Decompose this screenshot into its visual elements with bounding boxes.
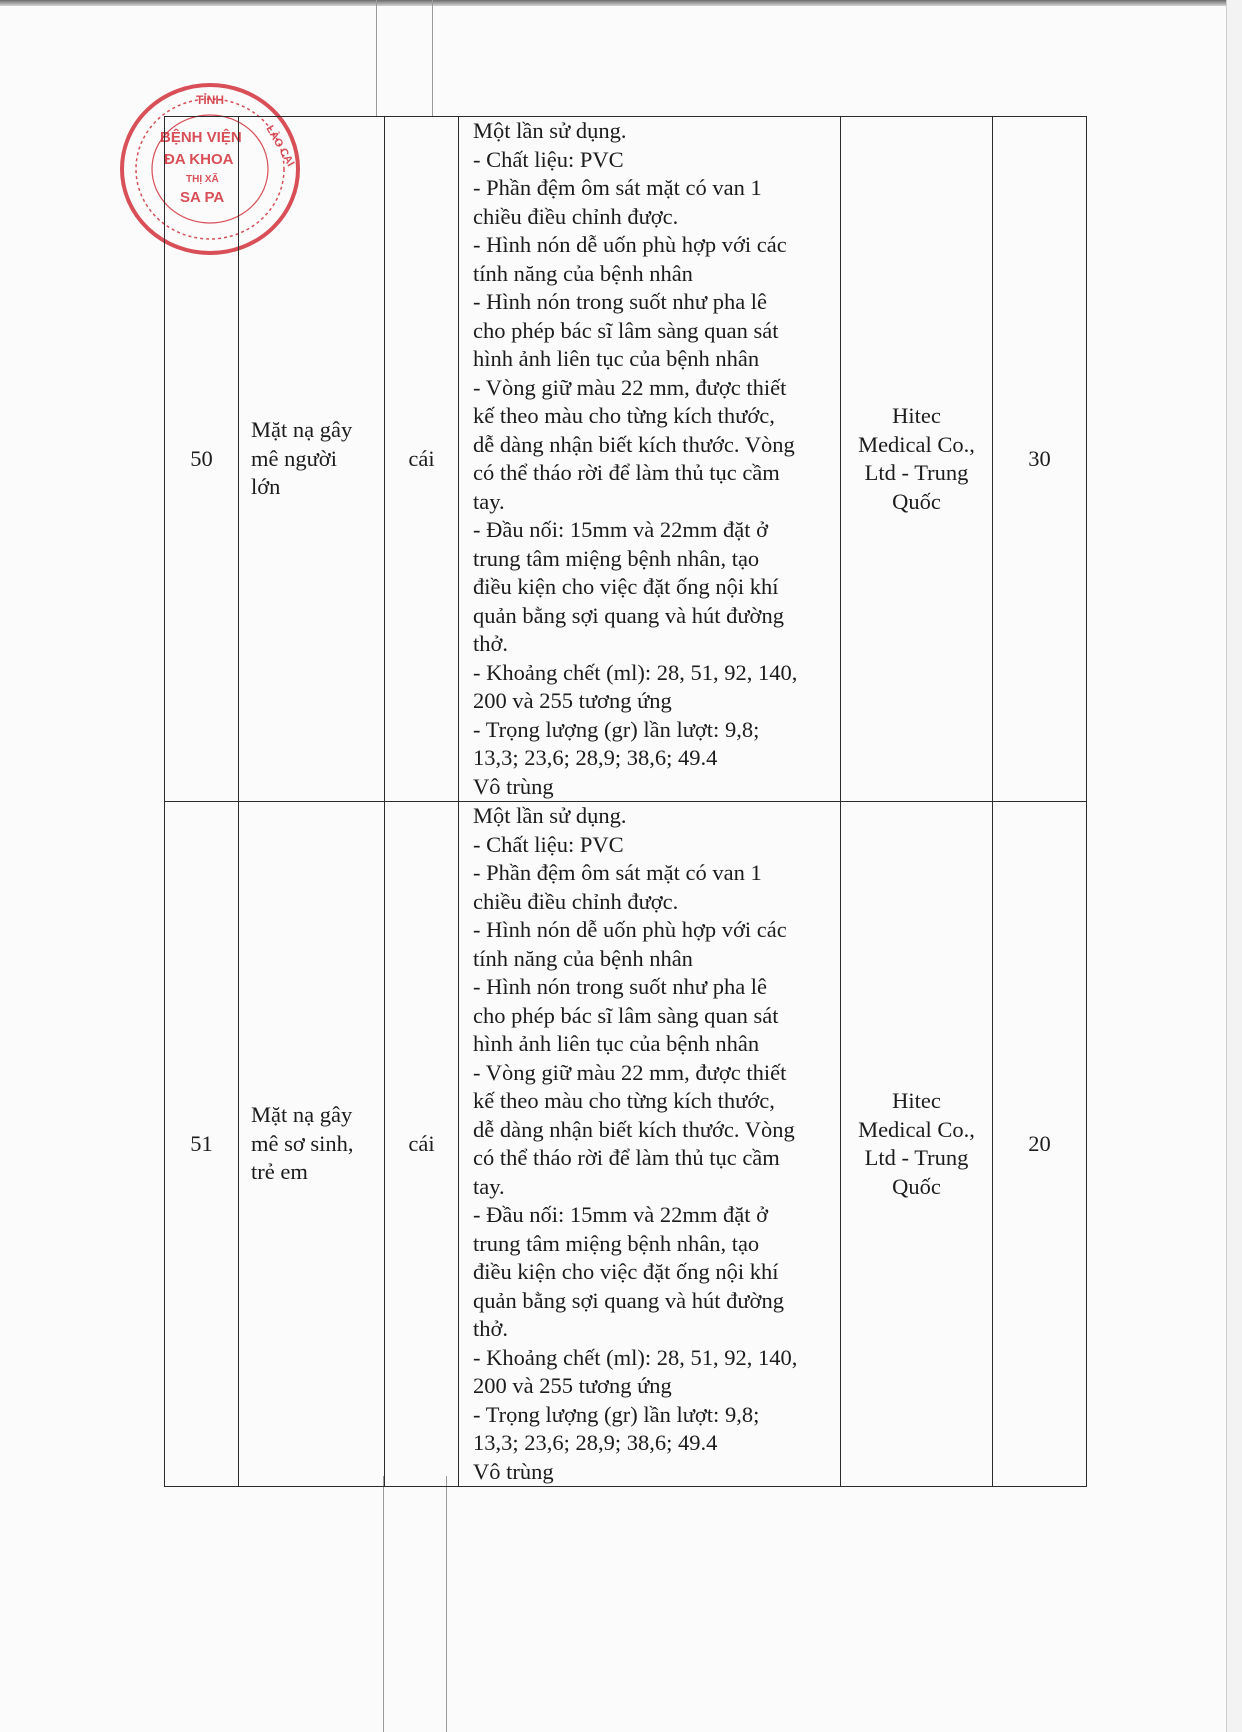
spec-line: kế theo màu cho từng kích thước, bbox=[473, 403, 775, 428]
spec-line: hình ảnh liên tục của bệnh nhân bbox=[473, 1031, 760, 1056]
spec-line: quản bằng sợi quang và hút đường bbox=[473, 602, 784, 628]
spec-line: Một lần sử dụng. bbox=[473, 803, 627, 828]
stamp-line-2: ĐA KHOA bbox=[164, 151, 234, 168]
stamp-line-1: BỆNH VIỆN bbox=[160, 129, 242, 146]
spec-line: - Chất liệu: PVC bbox=[473, 831, 624, 857]
stamp-top-text: TỈNH bbox=[196, 93, 224, 107]
spec-line: điều kiện cho việc đặt ống nội khí bbox=[473, 1259, 779, 1284]
spec-line: dễ dàng nhận biết kích thước. Vòng bbox=[473, 431, 795, 457]
quantity: 30 bbox=[993, 117, 1087, 802]
item-name-line: trẻ em bbox=[251, 1159, 308, 1185]
manufacturer-line: Quốc bbox=[892, 1173, 941, 1199]
scan-column-line bbox=[446, 1476, 447, 1732]
spec-line: trung tâm miệng bệnh nhân, tạo bbox=[473, 1230, 760, 1256]
manufacturer-line: Quốc bbox=[892, 488, 941, 514]
manufacturer-line: Ltd - Trung bbox=[864, 1145, 969, 1170]
spec-line: cho phép bác sĩ lâm sàng quan sát bbox=[473, 1002, 779, 1028]
spec-line: dễ dàng nhận biết kích thước. Vòng bbox=[473, 1116, 795, 1142]
spec-line: - Chất liệu: PVC bbox=[473, 146, 624, 172]
manufacturer-line: Hitec bbox=[892, 1088, 941, 1113]
item-name bbox=[239, 117, 385, 802]
spec-line: hình ảnh liên tục của bệnh nhân bbox=[473, 346, 760, 371]
spec-line: - Trọng lượng (gr) lần lượt: 9,8; bbox=[473, 1401, 760, 1427]
spec-line: kế theo màu cho từng kích thước, bbox=[473, 1088, 775, 1113]
spec-line: có thể tháo rời để làm thủ tục cầm bbox=[473, 460, 780, 485]
item-name-line: mê sơ sinh, bbox=[251, 1130, 354, 1156]
spec-line: - Hình nón dễ uốn phù hợp với các bbox=[473, 232, 787, 257]
item-unit: cái bbox=[385, 117, 459, 802]
spec-line: thở. bbox=[473, 631, 509, 656]
item-name bbox=[239, 802, 385, 1487]
manufacturer bbox=[841, 117, 993, 802]
item-name-line: mê người bbox=[251, 445, 337, 471]
item-unit: cái bbox=[385, 802, 459, 1487]
spec-line: 13,3; 23,6; 28,9; 38,6; 49.4 bbox=[473, 1430, 718, 1455]
stamp-line-3: THỊ XÃ bbox=[186, 174, 219, 185]
spec-line: - Vòng giữ màu 22 mm, được thiết bbox=[473, 1059, 787, 1085]
item-specification bbox=[459, 117, 841, 802]
spec-line: Vô trùng bbox=[473, 1458, 554, 1484]
manufacturer-line: Hitec bbox=[892, 403, 941, 428]
spec-line: có thể tháo rời để làm thủ tục cầm bbox=[473, 1145, 780, 1170]
scan-column-line bbox=[376, 0, 377, 116]
spec-line: tay. bbox=[473, 1173, 505, 1199]
scan-column-line bbox=[383, 1476, 384, 1732]
spec-line: thở. bbox=[473, 1316, 509, 1341]
spec-line: - Phần đệm ôm sát mặt có van 1 bbox=[473, 860, 762, 885]
item-name-line: lớn bbox=[251, 474, 281, 500]
manufacturer bbox=[841, 802, 993, 1487]
item-specification bbox=[459, 802, 841, 1487]
spec-line: Vô trùng bbox=[473, 773, 554, 799]
spec-line: - Khoảng chết (ml): 28, 51, 92, 140, bbox=[473, 659, 798, 685]
scan-column-line bbox=[432, 0, 433, 116]
item-name-line: Mặt nạ gây bbox=[251, 417, 353, 443]
spec-line: trung tâm miệng bệnh nhân, tạo bbox=[473, 545, 760, 571]
stamp-right-text: LÀO CAI bbox=[263, 123, 297, 169]
spec-line: 13,3; 23,6; 28,9; 38,6; 49.4 bbox=[473, 745, 718, 770]
spec-line: quản bằng sợi quang và hút đường bbox=[473, 1287, 784, 1313]
manufacturer-line: Medical Co., bbox=[858, 1116, 975, 1142]
spec-line: - Khoảng chết (ml): 28, 51, 92, 140, bbox=[473, 1344, 798, 1370]
spec-line: - Hình nón trong suốt như pha lê bbox=[473, 289, 768, 314]
row-number: 50 bbox=[165, 117, 239, 802]
spec-line: - Vòng giữ màu 22 mm, được thiết bbox=[473, 374, 787, 400]
table-row bbox=[165, 117, 1087, 802]
table-row bbox=[165, 802, 1087, 1487]
spec-line: - Đầu nối: 15mm và 22mm đặt ở bbox=[473, 517, 768, 542]
spec-line: - Phần đệm ôm sát mặt có van 1 bbox=[473, 175, 762, 200]
spec-line: điều kiện cho việc đặt ống nội khí bbox=[473, 574, 779, 599]
spec-line: 200 và 255 tương ứng bbox=[473, 688, 672, 713]
spec-line: - Hình nón trong suốt như pha lê bbox=[473, 974, 768, 999]
item-name-line: Mặt nạ gây bbox=[251, 1102, 353, 1128]
spec-line: chiều điều chỉnh được. bbox=[473, 888, 679, 914]
spec-line: - Trọng lượng (gr) lần lượt: 9,8; bbox=[473, 716, 760, 742]
spec-line: 200 và 255 tương ứng bbox=[473, 1373, 672, 1398]
spec-line: chiều điều chỉnh được. bbox=[473, 203, 679, 229]
spec-line: - Hình nón dễ uốn phù hợp với các bbox=[473, 917, 787, 942]
goods-table bbox=[164, 116, 1087, 1487]
spec-line: tay. bbox=[473, 488, 505, 514]
spec-line: tính năng của bệnh nhân bbox=[473, 945, 693, 971]
manufacturer-line: Ltd - Trung bbox=[864, 460, 969, 485]
spec-line: cho phép bác sĩ lâm sàng quan sát bbox=[473, 317, 779, 343]
spec-line: tính năng của bệnh nhân bbox=[473, 260, 693, 286]
spec-line: - Đầu nối: 15mm và 22mm đặt ở bbox=[473, 1202, 768, 1227]
scan-top-edge bbox=[0, 0, 1226, 6]
stamp-line-4: SA PA bbox=[180, 189, 225, 206]
spec-line: Một lần sử dụng. bbox=[473, 118, 627, 143]
manufacturer-line: Medical Co., bbox=[858, 431, 975, 457]
row-number: 51 bbox=[165, 802, 239, 1487]
quantity: 20 bbox=[993, 802, 1087, 1487]
